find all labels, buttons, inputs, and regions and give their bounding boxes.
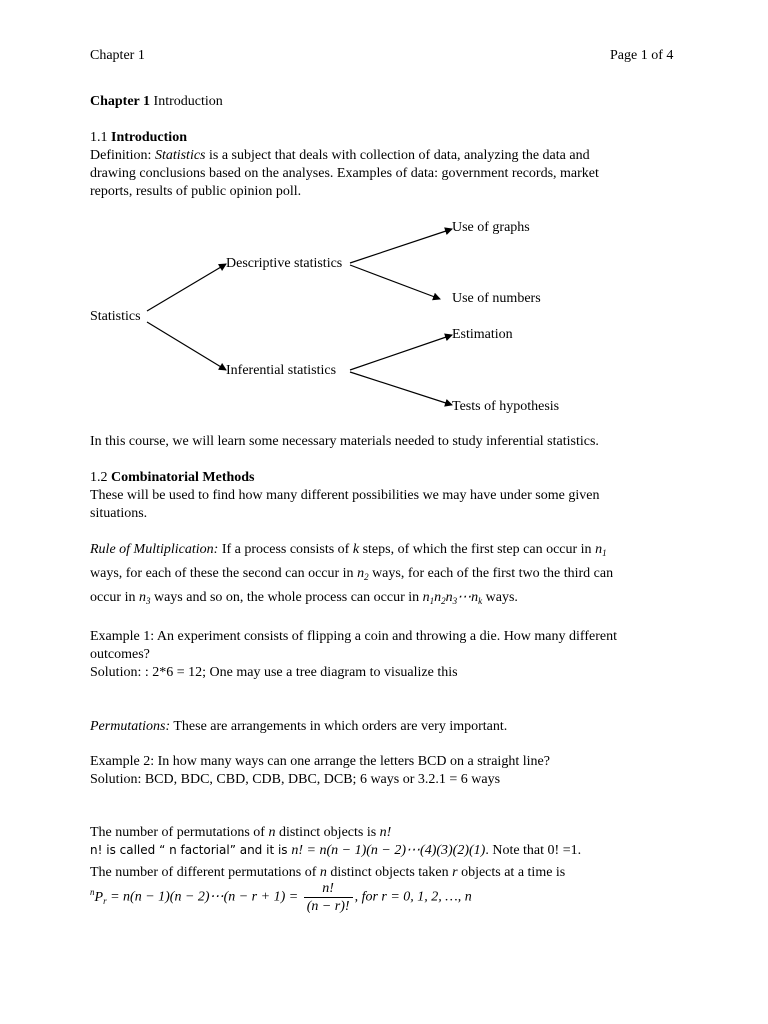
definition-term: Statistics — [154, 148, 206, 163]
example-2-line-1: Example 2: In how many ways can one arrange the letters BCD on a straight line? — [90, 754, 550, 769]
rule-text: occur in — [90, 590, 139, 605]
perm-text: The number of permutations of — [90, 825, 269, 840]
npr-denominator: (n − r)! — [306, 899, 350, 914]
var-n3 — [139, 590, 151, 605]
npr-tail: , for r = 0, 1, 2, …, n — [354, 889, 472, 905]
node-statistics: Statistics — [90, 309, 141, 324]
section-number: 1.2 — [90, 470, 111, 485]
header-left: Chapter 1 — [90, 48, 145, 63]
prod-n3: n — [445, 590, 453, 605]
var-n1 — [595, 542, 607, 557]
prod-s3: 3 — [452, 596, 458, 606]
rule-text: ways and so on, the whole process can occur in — [150, 590, 423, 605]
n1-sub: 1 — [602, 548, 607, 558]
header-right: Page 1 of 4 — [610, 48, 674, 63]
var-n: n — [268, 825, 276, 840]
node-tests: Tests of hypothesis — [452, 399, 560, 414]
rule-text: ways, for each of these the second can occur in — [90, 566, 358, 581]
npr-sup: n — [90, 886, 95, 897]
factorial-text: n! is called “ n factorial” and it is — [90, 843, 292, 857]
n1-base: n — [595, 542, 603, 557]
perm-count-line — [90, 824, 391, 841]
factorial-note: . Note that 0! =1. — [485, 843, 582, 858]
arrow-to-descriptive — [147, 264, 226, 311]
section-2-line-1: These will be used to find how many different possibilities we may have under some given — [90, 488, 600, 503]
rule-line-1 — [90, 541, 607, 558]
example-2-solution: Solution: BCD, BDC, CBD, CDB, DBC, DCB; 6 ways or 3.2.1 = 6 ways — [90, 772, 501, 787]
node-inferential: Inferential statistics — [226, 363, 337, 378]
definition-line-2: drawing conclusions based on the analyses. Examples of data: government records, market — [90, 166, 599, 181]
factorial-line — [90, 842, 581, 859]
npr-numerator: n! — [304, 880, 353, 898]
node-descriptive: Descriptive statistics — [226, 256, 343, 271]
example-1-line-1: Example 1: An experiment consists of flipping a coin and throwing a die. How many different — [90, 629, 617, 644]
chapter-title-bold: Chapter 1 — [90, 94, 151, 109]
arrow-to-numbers — [350, 265, 440, 299]
rule-label: Rule of Multiplication: — [90, 542, 219, 557]
perm-r-text: objects at a time is — [457, 865, 566, 880]
perm-text: distinct objects is — [275, 825, 380, 840]
npr-lhs: = n(n − 1)(n − 2)⋯(n − r + 1) = — [106, 889, 302, 905]
perm-r-text: distinct objects taken — [326, 865, 453, 880]
prod-n1: n — [422, 590, 430, 605]
example-1-line-2: outcomes? — [90, 647, 150, 662]
section-2-line-2: situations. — [90, 506, 148, 521]
npr-sub: r — [103, 895, 107, 906]
definition-rest: is a subject that deals with collection of data, analyzing the data and — [205, 148, 590, 163]
definition-prefix: Definition: — [90, 148, 155, 163]
rule-text: ways. — [482, 590, 518, 605]
var-r: r — [452, 865, 458, 880]
prod-sk: k — [478, 596, 483, 606]
var-k: k — [352, 542, 360, 557]
var-n: n — [319, 865, 327, 880]
node-estimation: Estimation — [452, 327, 513, 342]
npr-fraction — [304, 880, 353, 915]
rule-line-3 — [90, 589, 518, 606]
n2-base: n — [357, 566, 365, 581]
permutations-text: These are arrangements in which orders are very important. — [170, 719, 508, 734]
prod-nk: n — [471, 590, 479, 605]
n2-sub: 2 — [364, 572, 369, 582]
perm-r-line — [90, 864, 565, 881]
var-nfact: n! — [379, 825, 392, 840]
section-title: Introduction — [111, 130, 187, 145]
n3-sub: 3 — [145, 596, 151, 606]
rule-text: steps, of which the first step can occur in — [359, 542, 596, 557]
factorial-formula: n! = n(n − 1)(n − 2)⋯(4)(3)(2)(1) — [291, 843, 486, 858]
prod-s1: 1 — [429, 596, 435, 606]
rule-text: If a process consists of — [218, 542, 353, 557]
npr-formula — [90, 880, 472, 915]
arrow-to-estimation — [350, 335, 452, 370]
npr-P: P — [94, 889, 104, 905]
var-n2 — [357, 566, 369, 581]
product-formula — [423, 590, 483, 605]
arrow-to-inferential — [147, 322, 226, 370]
section-1-2-heading — [90, 469, 255, 486]
arrow-to-tests — [350, 372, 452, 405]
chapter-title-text: Introduction — [150, 94, 223, 109]
prod-s2: 2 — [441, 596, 446, 606]
arrow-to-graphs — [350, 229, 452, 263]
node-numbers: Use of numbers — [452, 291, 541, 306]
course-line: In this course, we will learn some necessary materials needed to study inferential statistics. — [90, 434, 599, 449]
section-title: Combinatorial Methods — [111, 470, 255, 485]
perm-r-text: The number of different permutations of — [90, 865, 320, 880]
permutations-line — [90, 718, 507, 735]
node-graphs: Use of graphs — [452, 220, 530, 235]
permutations-label: Permutations: — [90, 719, 171, 734]
prod-n2: n — [434, 590, 442, 605]
section-number: 1.1 — [90, 130, 111, 145]
rule-line-2 — [90, 565, 613, 582]
example-1-solution: Solution: : 2*6 = 12; One may use a tree diagram to visualize this — [90, 665, 458, 680]
n3-base: n — [138, 590, 146, 605]
rule-text: ways, for each of the first two the third can — [368, 566, 614, 581]
npr-symbol — [90, 886, 107, 906]
prod-dots: ⋯ — [457, 590, 472, 605]
definition-line-3: reports, results of public opinion poll. — [90, 184, 302, 199]
